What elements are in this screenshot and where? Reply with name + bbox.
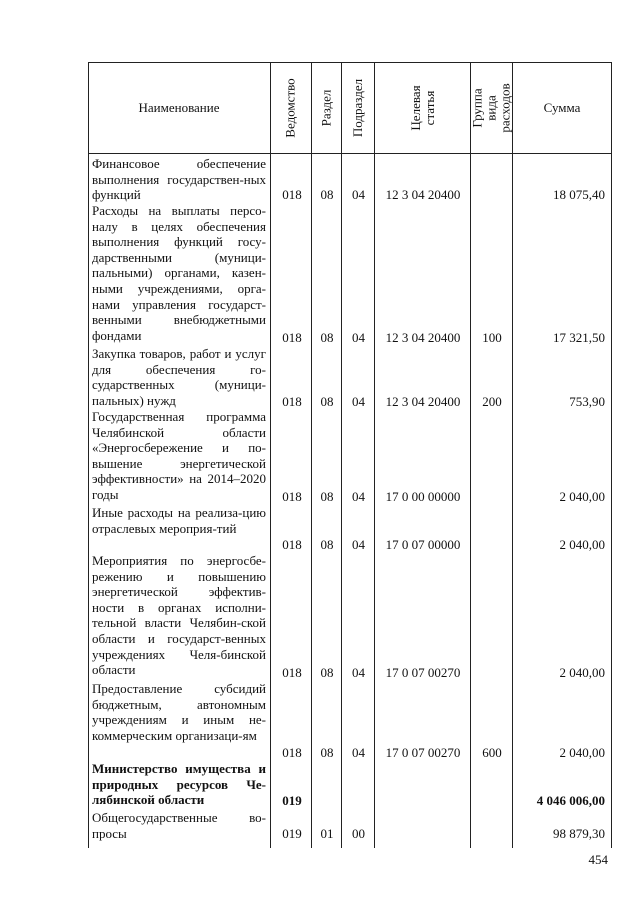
header-gruppa-text: Группа вида расходов bbox=[469, 82, 513, 133]
row-podrazdel: 04 bbox=[352, 330, 365, 345]
row-ved: 019 bbox=[282, 793, 302, 808]
row-summa: 2 040,00 bbox=[559, 489, 605, 504]
row-ved: 018 bbox=[282, 745, 302, 760]
row-name: Закупка товаров, работ и услуг для обеспечения го-сударственных (муници-пальных) нужд bbox=[92, 346, 266, 408]
col-border-ved bbox=[311, 62, 312, 848]
col-border-celevaya bbox=[470, 62, 471, 848]
row-summa: 2 040,00 bbox=[559, 665, 605, 680]
header-name bbox=[88, 62, 270, 153]
row-gruppa: 600 bbox=[482, 745, 502, 760]
row-razdel: 08 bbox=[320, 665, 334, 680]
row-podrazdel: 04 bbox=[352, 489, 365, 504]
row-ved: 018 bbox=[282, 187, 302, 202]
row-gruppa: 200 bbox=[482, 394, 502, 409]
row-podrazdel: 00 bbox=[352, 826, 365, 841]
row-ved: 018 bbox=[282, 665, 302, 680]
row-podrazdel: 04 bbox=[352, 187, 365, 202]
row-celevaya: 17 0 00 00000 bbox=[385, 489, 461, 504]
row-celevaya: 17 0 07 00270 bbox=[385, 745, 461, 760]
col-border-left bbox=[88, 62, 89, 848]
row-razdel: 08 bbox=[320, 394, 334, 409]
row-ved: 018 bbox=[282, 330, 302, 345]
row-summa: 98 879,30 bbox=[553, 826, 605, 841]
row-name: Расходы на выплаты персо-налу в целях обеспечения выполнения функций госу-дарственными (муници-пальными) органами, казен-ными учреждениями, орга-нами управления государст-венными внебюджетными фондами bbox=[92, 203, 266, 343]
col-border-right bbox=[611, 62, 612, 848]
row-summa: 2 040,00 bbox=[559, 745, 605, 760]
row-ved: 018 bbox=[282, 394, 302, 409]
row-celevaya: 12 3 04 20400 bbox=[385, 330, 461, 345]
col-border-name bbox=[270, 62, 271, 848]
row-razdel: 08 bbox=[320, 489, 334, 504]
row-name: Министерство имущества и природных ресурсов Че-лябинской области bbox=[92, 761, 266, 808]
header-podrazdel bbox=[342, 62, 374, 153]
row-podrazdel: 04 bbox=[352, 745, 365, 760]
page-number: 454 bbox=[588, 852, 608, 867]
row-name: Государственная программа Челябинской области «Энергосбережение и по-вышение энергетической эффективности» на 2014–2020 годы bbox=[92, 409, 266, 502]
row-celevaya: 12 3 04 20400 bbox=[385, 394, 461, 409]
header-celevaya bbox=[375, 62, 470, 153]
header-ved-text: Ведомство bbox=[283, 77, 298, 138]
header-razdel bbox=[312, 62, 341, 153]
row-podrazdel: 04 bbox=[352, 537, 365, 552]
header-bottom-border bbox=[88, 153, 612, 154]
row-ved: 018 bbox=[282, 537, 302, 552]
row-razdel: 08 bbox=[320, 330, 334, 345]
row-name: Мероприятия по энергосбе-режению и повышению энергетической эффектив-ности в органах исполни-тельной власти Челябин-ской области и государст-венных учреждениях Челя-бинской области bbox=[92, 553, 266, 678]
row-name: Общегосударственные во-просы bbox=[92, 810, 266, 841]
header-podrazdel-text: Подраздел bbox=[350, 78, 366, 137]
row-celevaya: 17 0 07 00270 bbox=[385, 665, 461, 680]
row-gruppa: 100 bbox=[482, 330, 502, 345]
row-razdel: 08 bbox=[320, 187, 334, 202]
row-summa: 2 040,00 bbox=[559, 537, 605, 552]
row-name: Иные расходы на реализа-цию отраслевых мероприя-тий bbox=[92, 505, 266, 536]
row-summa: 753,90 bbox=[569, 394, 605, 409]
header-summa bbox=[513, 62, 611, 153]
row-celevaya: 12 3 04 20400 bbox=[385, 187, 461, 202]
header-ved bbox=[271, 62, 311, 153]
row-summa: 17 321,50 bbox=[553, 330, 605, 345]
header-celevaya-text: Целевая статья bbox=[407, 84, 437, 131]
header-razdel-text: Раздел bbox=[318, 89, 334, 126]
row-name: Финансовое обеспечение выполнения государствен-ных функций bbox=[92, 156, 266, 203]
row-name: Предоставление субсидий бюджетным, автономным учреждениям и иным не-коммерческим организаци-ям bbox=[92, 681, 266, 743]
col-border-razdel bbox=[341, 62, 342, 848]
row-podrazdel: 04 bbox=[352, 665, 365, 680]
row-podrazdel: 04 bbox=[352, 394, 365, 409]
row-summa: 18 075,40 bbox=[553, 187, 605, 202]
row-razdel: 08 bbox=[320, 745, 334, 760]
header-name-text: Наименование bbox=[138, 99, 220, 115]
col-border-podrazdel bbox=[374, 62, 375, 848]
header-gruppa bbox=[471, 62, 512, 153]
row-ved: 019 bbox=[282, 826, 302, 841]
row-razdel: 08 bbox=[320, 537, 334, 552]
row-ved: 018 bbox=[282, 489, 302, 504]
row-celevaya: 17 0 07 00000 bbox=[385, 537, 461, 552]
row-summa: 4 046 006,00 bbox=[536, 793, 605, 808]
col-border-gruppa bbox=[512, 62, 513, 848]
header-summa-text: Сумма bbox=[543, 99, 581, 115]
row-razdel: 01 bbox=[320, 826, 334, 841]
